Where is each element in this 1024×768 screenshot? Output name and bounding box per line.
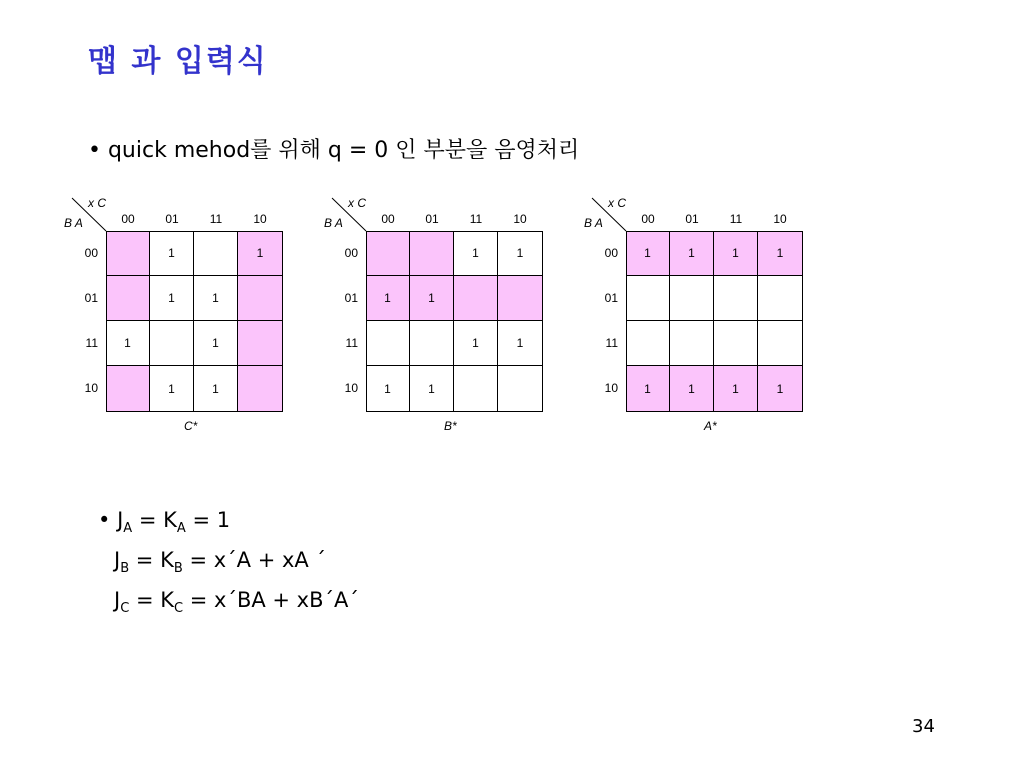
- corner-left-label: B A: [324, 216, 343, 230]
- corner-left-label: B A: [584, 216, 603, 230]
- kmap-cell: 1: [410, 276, 454, 321]
- kmap-a-star: [580, 190, 830, 440]
- equation-a: [98, 508, 230, 536]
- row-header: 10: [604, 380, 618, 395]
- kmap-cell: [498, 366, 542, 411]
- column-header: 11: [469, 212, 483, 226]
- column-header: 00: [121, 212, 135, 226]
- kmap-cell: [106, 366, 150, 411]
- eq-equals: =: [129, 548, 161, 572]
- eq-k-sub: B: [173, 561, 183, 577]
- eq-j: J: [114, 548, 121, 572]
- kmap-caption: A*: [704, 419, 717, 433]
- page-number: 34: [912, 716, 935, 737]
- kmap-cell: 1: [366, 276, 410, 321]
- eq-j-sub: C: [120, 601, 130, 617]
- eq-k: K: [160, 588, 175, 612]
- kmap-cell: 1: [194, 366, 238, 411]
- kmap-cell: [454, 276, 498, 321]
- column-header: 00: [381, 212, 395, 226]
- kmap-cell: [106, 231, 150, 276]
- kmap-cell: 1: [150, 276, 194, 321]
- kmap-cell: 1: [498, 321, 542, 366]
- kmap-caption: B*: [444, 419, 457, 433]
- kmap-cell: [670, 276, 714, 321]
- kmap-cell: [758, 276, 802, 321]
- kmap-cell: [714, 321, 758, 366]
- row-header: 01: [604, 290, 618, 305]
- eq-rhs: = x´A + xA ´: [182, 548, 326, 572]
- column-header: 01: [425, 212, 439, 226]
- kmap-cell: 1: [454, 321, 498, 366]
- eq-bullet: •: [98, 508, 118, 532]
- kmap-cell: 1: [758, 366, 802, 411]
- eq-equals: =: [132, 508, 164, 532]
- row-header: 11: [85, 335, 98, 350]
- kmap-cell: 1: [626, 231, 670, 276]
- kmap-cell: [670, 321, 714, 366]
- corner-top-label: x C: [608, 196, 626, 210]
- kmap-cell: 1: [410, 366, 454, 411]
- kmap-cell: [238, 366, 282, 411]
- kmap-caption: C*: [184, 419, 198, 433]
- eq-j: J: [117, 508, 124, 532]
- kmap-cell: [758, 321, 802, 366]
- eq-k: K: [163, 508, 177, 532]
- column-header: 11: [729, 212, 743, 226]
- column-header: 10: [513, 212, 527, 226]
- column-header: 01: [165, 212, 179, 226]
- kmap-cell: 1: [366, 366, 410, 411]
- kmap-cell: [410, 321, 454, 366]
- kmap-cell: 1: [714, 366, 758, 411]
- eq-equals: =: [129, 588, 161, 612]
- column-header: 10: [253, 212, 267, 226]
- eq-j-sub: B: [120, 561, 130, 577]
- kmap-cell: [626, 321, 670, 366]
- kmap-cell: [238, 321, 282, 366]
- eq-rhs: = x´BA + xB´A´: [183, 588, 359, 612]
- row-header: 00: [344, 245, 358, 260]
- kmap-cell: 1: [150, 231, 194, 276]
- kmap-b-star: [320, 190, 570, 440]
- bullet-text: • quick mehod를 위해 q = 0 인 부분을 음영처리: [88, 138, 580, 163]
- eq-k-sub: A: [176, 521, 186, 537]
- kmap-cell: [498, 276, 542, 321]
- kmap-cell: 1: [498, 231, 542, 276]
- column-header: 00: [641, 212, 655, 226]
- kmap-cell: 1: [150, 366, 194, 411]
- kmap-cell: [626, 276, 670, 321]
- row-header: 10: [84, 380, 98, 395]
- row-header: 00: [604, 245, 618, 260]
- column-header: 10: [773, 212, 787, 226]
- kmap-cell: 1: [238, 231, 282, 276]
- kmap-cell: [366, 231, 410, 276]
- equation-b: [114, 548, 326, 576]
- kmap-cell: [238, 276, 282, 321]
- kmap-cell: [366, 321, 410, 366]
- kmap-cell: 1: [106, 321, 150, 366]
- corner-left-label: B A: [64, 216, 83, 230]
- column-header: 01: [685, 212, 699, 226]
- eq-j: J: [114, 588, 121, 612]
- eq-rhs: = 1: [185, 508, 231, 532]
- slide-title: 맵 과 입력식: [88, 44, 268, 79]
- row-header: 10: [344, 380, 358, 395]
- row-header: 11: [345, 335, 358, 350]
- corner-top-label: x C: [348, 196, 366, 210]
- eq-j-sub: A: [123, 521, 133, 537]
- eq-k-sub: C: [174, 601, 184, 617]
- kmap-cell: [150, 321, 194, 366]
- corner-top-label: x C: [88, 196, 106, 210]
- row-header: 01: [344, 290, 358, 305]
- kmap-cell: 1: [626, 366, 670, 411]
- kmap-cell: 1: [454, 231, 498, 276]
- row-header: 11: [605, 335, 618, 350]
- row-header: 01: [84, 290, 98, 305]
- kmap-cell: 1: [714, 231, 758, 276]
- eq-k: K: [160, 548, 174, 572]
- kmap-cell: [194, 231, 238, 276]
- kmap-cell: 1: [194, 276, 238, 321]
- kmap-cell: [410, 231, 454, 276]
- kmap-cell: 1: [758, 231, 802, 276]
- kmap-cell: 1: [670, 366, 714, 411]
- kmap-cell: [106, 276, 150, 321]
- kmap-c-star: [60, 190, 310, 440]
- kmap-cell: 1: [670, 231, 714, 276]
- row-header: 00: [84, 245, 98, 260]
- kmap-cell: [714, 276, 758, 321]
- equation-c: [114, 588, 359, 616]
- column-header: 11: [209, 212, 223, 226]
- kmap-cell: [454, 366, 498, 411]
- kmap-cell: 1: [194, 321, 238, 366]
